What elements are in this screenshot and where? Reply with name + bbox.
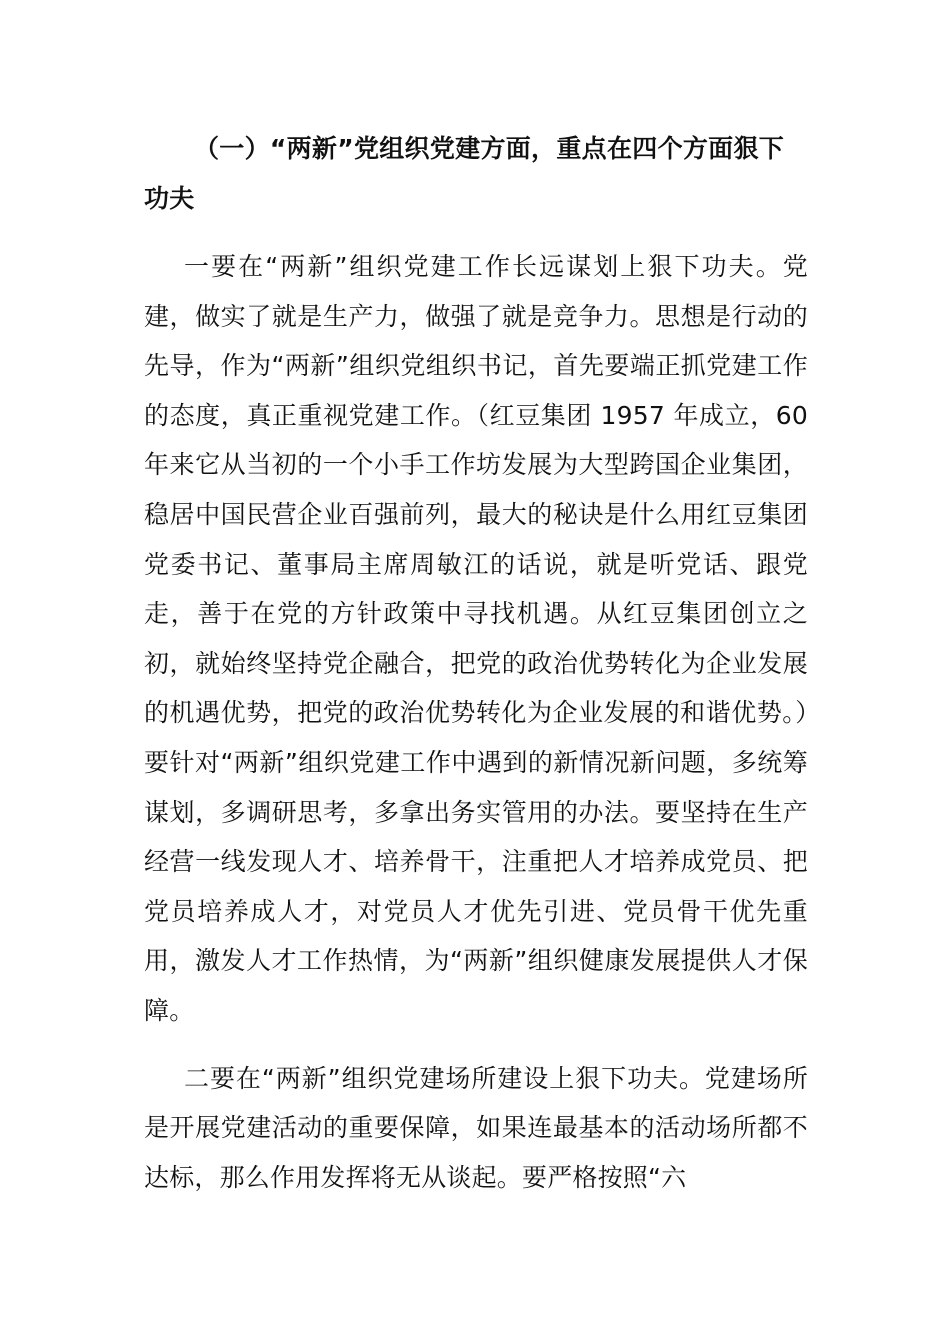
paragraph-1: 一要在“两新”组织党建工作长远谋划上狠下功夫。党建，做实了就是生产力，做强了就是竞争力。思想是行动的先导，作为“两新”组织党组织书记，首先要端正抓党建工作的态度，真正重视党建工作。（红豆集团 1957 年成立，60 年来它从当初的一个小手工作坊发展为大型跨国企业集团，稳居中国民营企业百强前列，最大的秘诀是什么用红豆集团党委书记、董事局主席周敏江的话说，就是听党话、跟党走，善于在党的方针政策中寻找机遇。从红豆集团创立之初，就始终坚持党企融合，把党的政治优势转化为企业发展的机遇优势，把党的政治优势转化为企业发展的和谐优势。）要针对“两新”组织党建工作中遇到的新情况新问题，多统筹谋划，多调研思考，多拿出务实管用的办法。要坚持在生产经营一线发现人才、培养骨干，注重把人才培养成党员、把党员培养成人才，对党员人才优先引进、党员骨干优先重用，激发人才工作热情，为“两新”组织健康发展提供人才保障。 <box>144 252 808 1025</box>
paragraph-2: 二要在“两新”组织党建场所建设上狠下功夫。党建场所是开展党建活动的重要保障，如果连最基本的活动场所都不达标，那么作用发挥将无从谈起。要严格按照“六 <box>144 1063 808 1192</box>
document-body <box>144 124 808 1202</box>
section-heading: （一）“两新”党组织党建方面，重点在四个方面狠下功夫 <box>144 134 785 213</box>
